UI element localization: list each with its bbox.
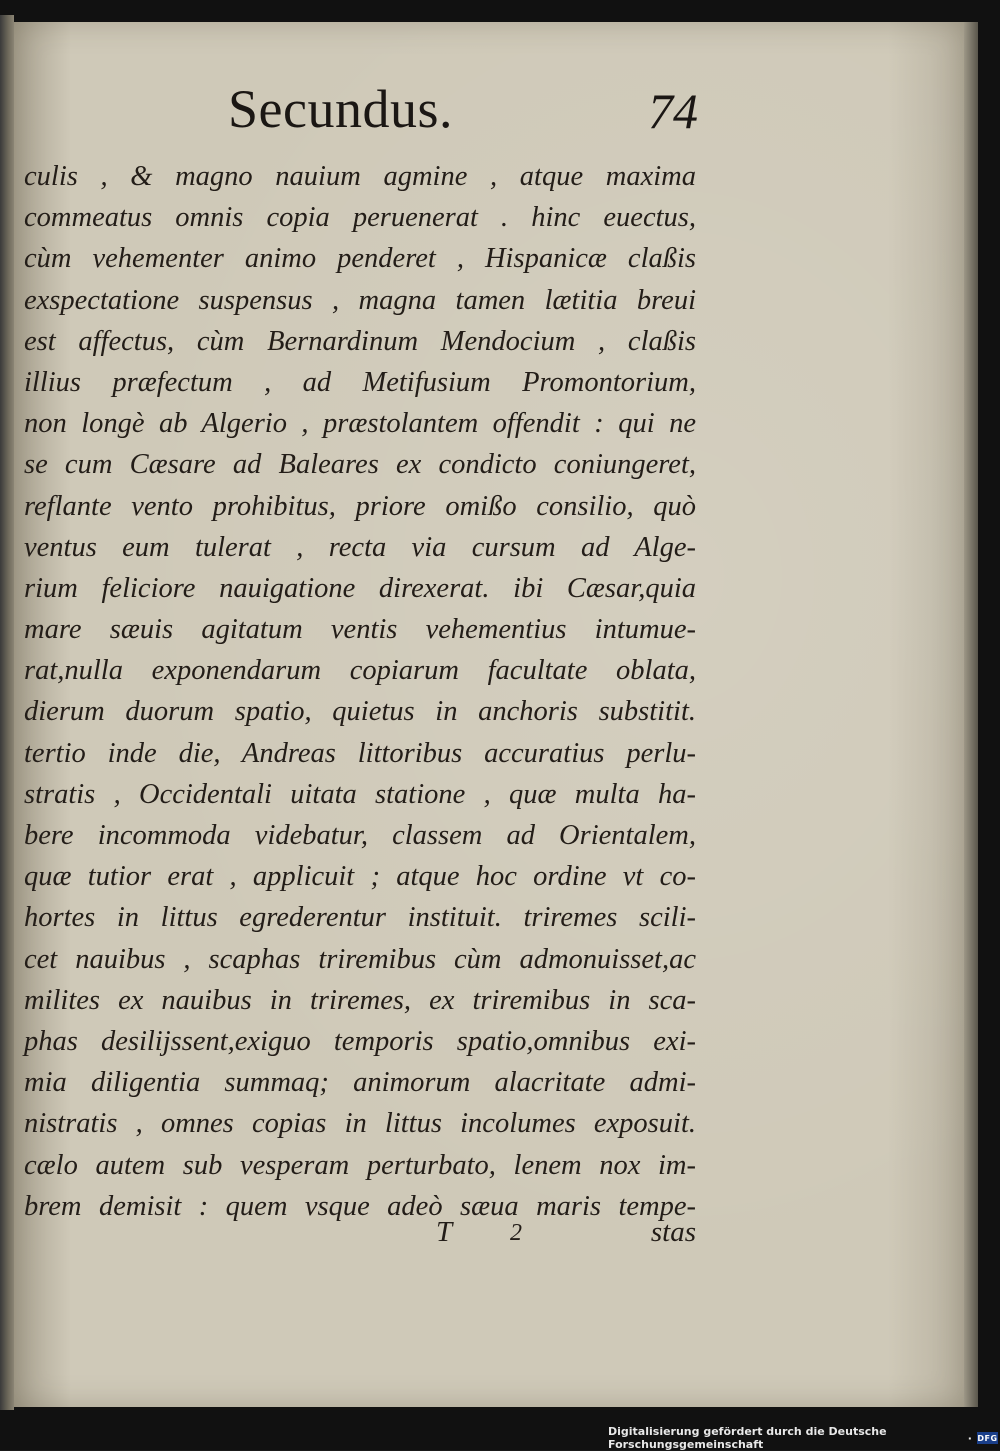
text-line: se cum Cæsare ad Baleares ex condicto coniungeret,	[24, 449, 696, 481]
text-line: brem demisit : quem vsque adeò sæua maris tempe-	[24, 1190, 696, 1222]
text-line: quæ tutior erat , applicuit ; atque hoc ordine vt co-	[24, 861, 696, 893]
text-line: mare sæuis agitatum ventis vehementius intumue-	[24, 614, 696, 646]
text-line: cet nauibus , scaphas triremibus cùm admonuisset,ac	[24, 943, 696, 975]
page-header	[228, 78, 698, 148]
text-line: milites ex nauibus in triremes, ex triremibus in sca-	[24, 984, 696, 1016]
book-spine-edge	[0, 15, 14, 1410]
text-line: bere incommoda videbatur, classem ad Orientalem,	[24, 820, 696, 851]
text-line: exspectatione suspensus , magna tamen lætitia breui	[24, 284, 696, 316]
text-line: phas desilijssent,exiguo temporis spatio,omnibus exi-	[24, 1025, 696, 1057]
signature-mark: T	[436, 1216, 453, 1248]
text-line: rium feliciore nauigatione direxerat. ibi Cæsar,quia	[24, 572, 696, 604]
text-line: non longè ab Algerio , præstolantem offendit : qui ne	[24, 408, 696, 440]
digitization-credit	[608, 1425, 998, 1451]
page-fore-edge	[964, 22, 978, 1407]
signature-number: 2	[510, 1220, 522, 1246]
text-line: cùm vehementer animo penderet , Hispanicæ claßis	[24, 243, 696, 275]
text-line: nistratis , omnes copias in littus incolumes exposuit.	[24, 1108, 696, 1140]
text-line: illius præfectum , ad Metifusium Promontorium,	[24, 366, 696, 398]
text-line: est affectus, cùm Bernardinum Mendocium , claßis	[24, 325, 696, 357]
body-text	[24, 156, 696, 1227]
text-line: commeatus omnis copia peruenerat . hinc euectus,	[24, 202, 696, 234]
text-line: culis , & magno nauium agmine , atque maxima	[24, 161, 696, 192]
catchword: stas	[650, 1216, 696, 1248]
text-line: ventus eum tulerat , recta via cursum ad Alge-	[24, 531, 696, 563]
text-line: reflante vento prohibitus, priore omißo consilio, quò	[24, 490, 696, 522]
page-footer	[436, 1216, 696, 1256]
credit-text: Digitalisierung gefördert durch die Deutsche Forschungsgemeinschaft	[608, 1425, 887, 1451]
text-line: mia diligentia summaq; animorum alacritate admi-	[24, 1067, 696, 1099]
running-head: Secundus.	[228, 79, 453, 139]
text-line: tertio inde die, Andreas littoribus accuratius perlu-	[24, 737, 696, 769]
dfg-logo-icon: DFG	[977, 1433, 998, 1443]
text-line: rat,nulla exponendarum copiarum facultate oblata,	[24, 655, 696, 687]
page-number: 74	[648, 83, 698, 139]
credit-separator: ·	[967, 1431, 972, 1445]
text-line: stratis , Occidentali uitata statione , quæ multa ha-	[24, 778, 696, 810]
text-line: cælo autem sub vesperam perturbato, lenem nox im-	[24, 1149, 696, 1181]
text-line: dierum duorum spatio, quietus in anchoris substitit.	[24, 696, 696, 728]
text-line: hortes in littus egrederentur instituit. triremes scili-	[24, 902, 696, 934]
